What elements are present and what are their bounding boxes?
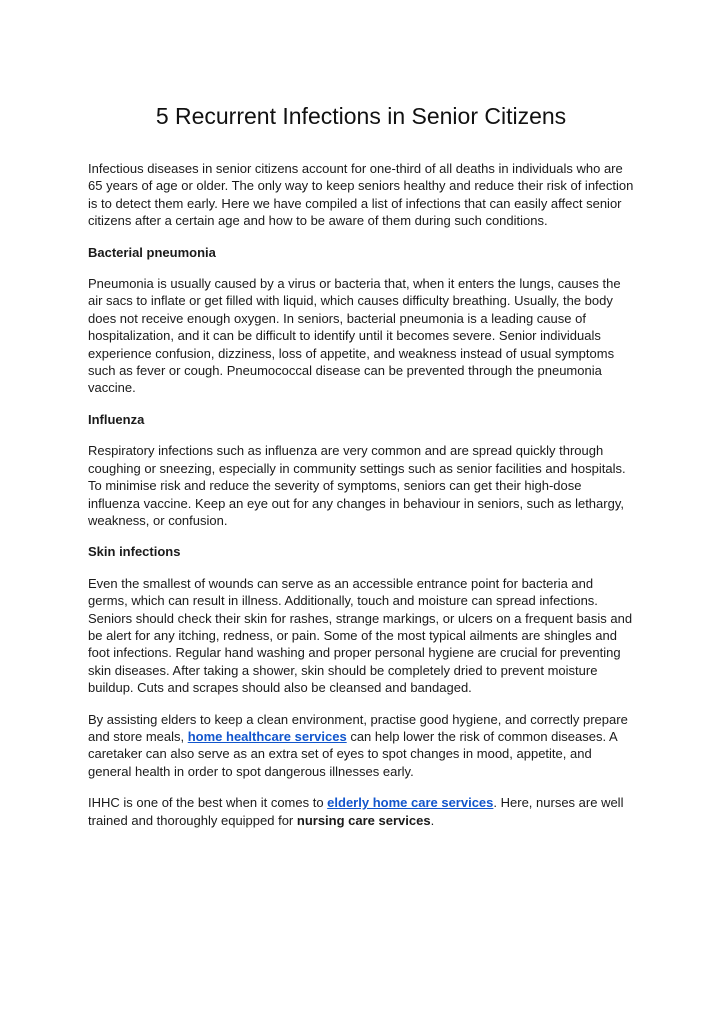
document-title: 5 Recurrent Infections in Senior Citizens [155,103,567,129]
nursing-care-services-text: nursing care services [296,812,431,828]
section-body-bacterial-pneumonia: Pneumonia is usually caused by a virus or bacteria that, when it enters the lungs, causes the air sacs to inflate or get filled with liquid, which causes difficulty breathing. Usually, the body does not receive enough oxygen. In seniors, bacterial pneumonia is a leading cause of hospitalization, and it can be difficult to identify until it becomes severe. Senior individuals experience confusion, dizziness, loss of appetite, and weakness instead of usual symptoms such as fever or cough. Pneumococcal disease can be prevented through the pneumonia vaccine. [88,276,621,396]
document-body [88,98,634,843]
section-heading-bacterial-pneumonia: Bacterial pneumonia [88,244,216,260]
closing-2-text-mid: . Here, nurses are well trained and thoroughly equipped for [88,795,624,828]
home-healthcare-services-link[interactable]: home healthcare services [187,728,347,744]
section-body-skin-infections: Even the smallest of wounds can serve as an accessible entrance point for bacteria and germs, which can result in illness. Additionally, touch and moisture can spread infections. Seniors should check their skin for rashes, strange markings, or ulcers on a frequent basis and be alert for any itching, redness, or pain. Some of the most typical ailments are shingles and foot infections. Regular hand washing and proper personal hygiene are crucial for preventing skin diseases. After taking a shower, skin should be completely dried to prevent moisture buildup. Cuts and scrapes should also be cleansed and bandaged. [88,575,633,696]
section-heading-skin-infections: Skin infections [88,544,181,560]
section-heading-influenza: Influenza [88,411,145,427]
closing-1-text-after: can help lower the risk of common diseases. A caretaker can also serve as an extra set of eyes to spot changes in mood, appetite, and general health in order to spot dangerous illnesses early. [88,728,617,779]
closing-paragraph-2 [88,794,634,829]
closing-2-text-before: IHHC is one of the best when it comes to [88,795,328,811]
elderly-home-care-services-link[interactable]: elderly home care services [327,795,494,811]
closing-1-text-before: By assisting elders to keep a clean environment, practise good hygiene, and correctly prepare and store meals, [88,711,628,744]
intro-paragraph: Infectious diseases in senior citizens account for one-third of all deaths in individuals who are 65 years of age or older. The only way to keep seniors healthy and reduce their risk of infection is to detect them early. Here we have compiled a list of infections that can easily affect senior citizens after a certain age and how to be aware of them during such conditions. [88,161,634,229]
closing-paragraph-1 [88,711,634,781]
closing-2-text-after: . [430,812,435,828]
section-body-influenza: Respiratory infections such as influenza are very common and are spread quickly through coughing or sneezing, especially in community settings such as senior facilities and hospitals. To minimise risk and reduce the severity of symptoms, seniors can get their high-dose influenza vaccine. Keep an eye out for any changes in behaviour in seniors, such as lethargy, weakness, or confusion. [88,443,626,528]
